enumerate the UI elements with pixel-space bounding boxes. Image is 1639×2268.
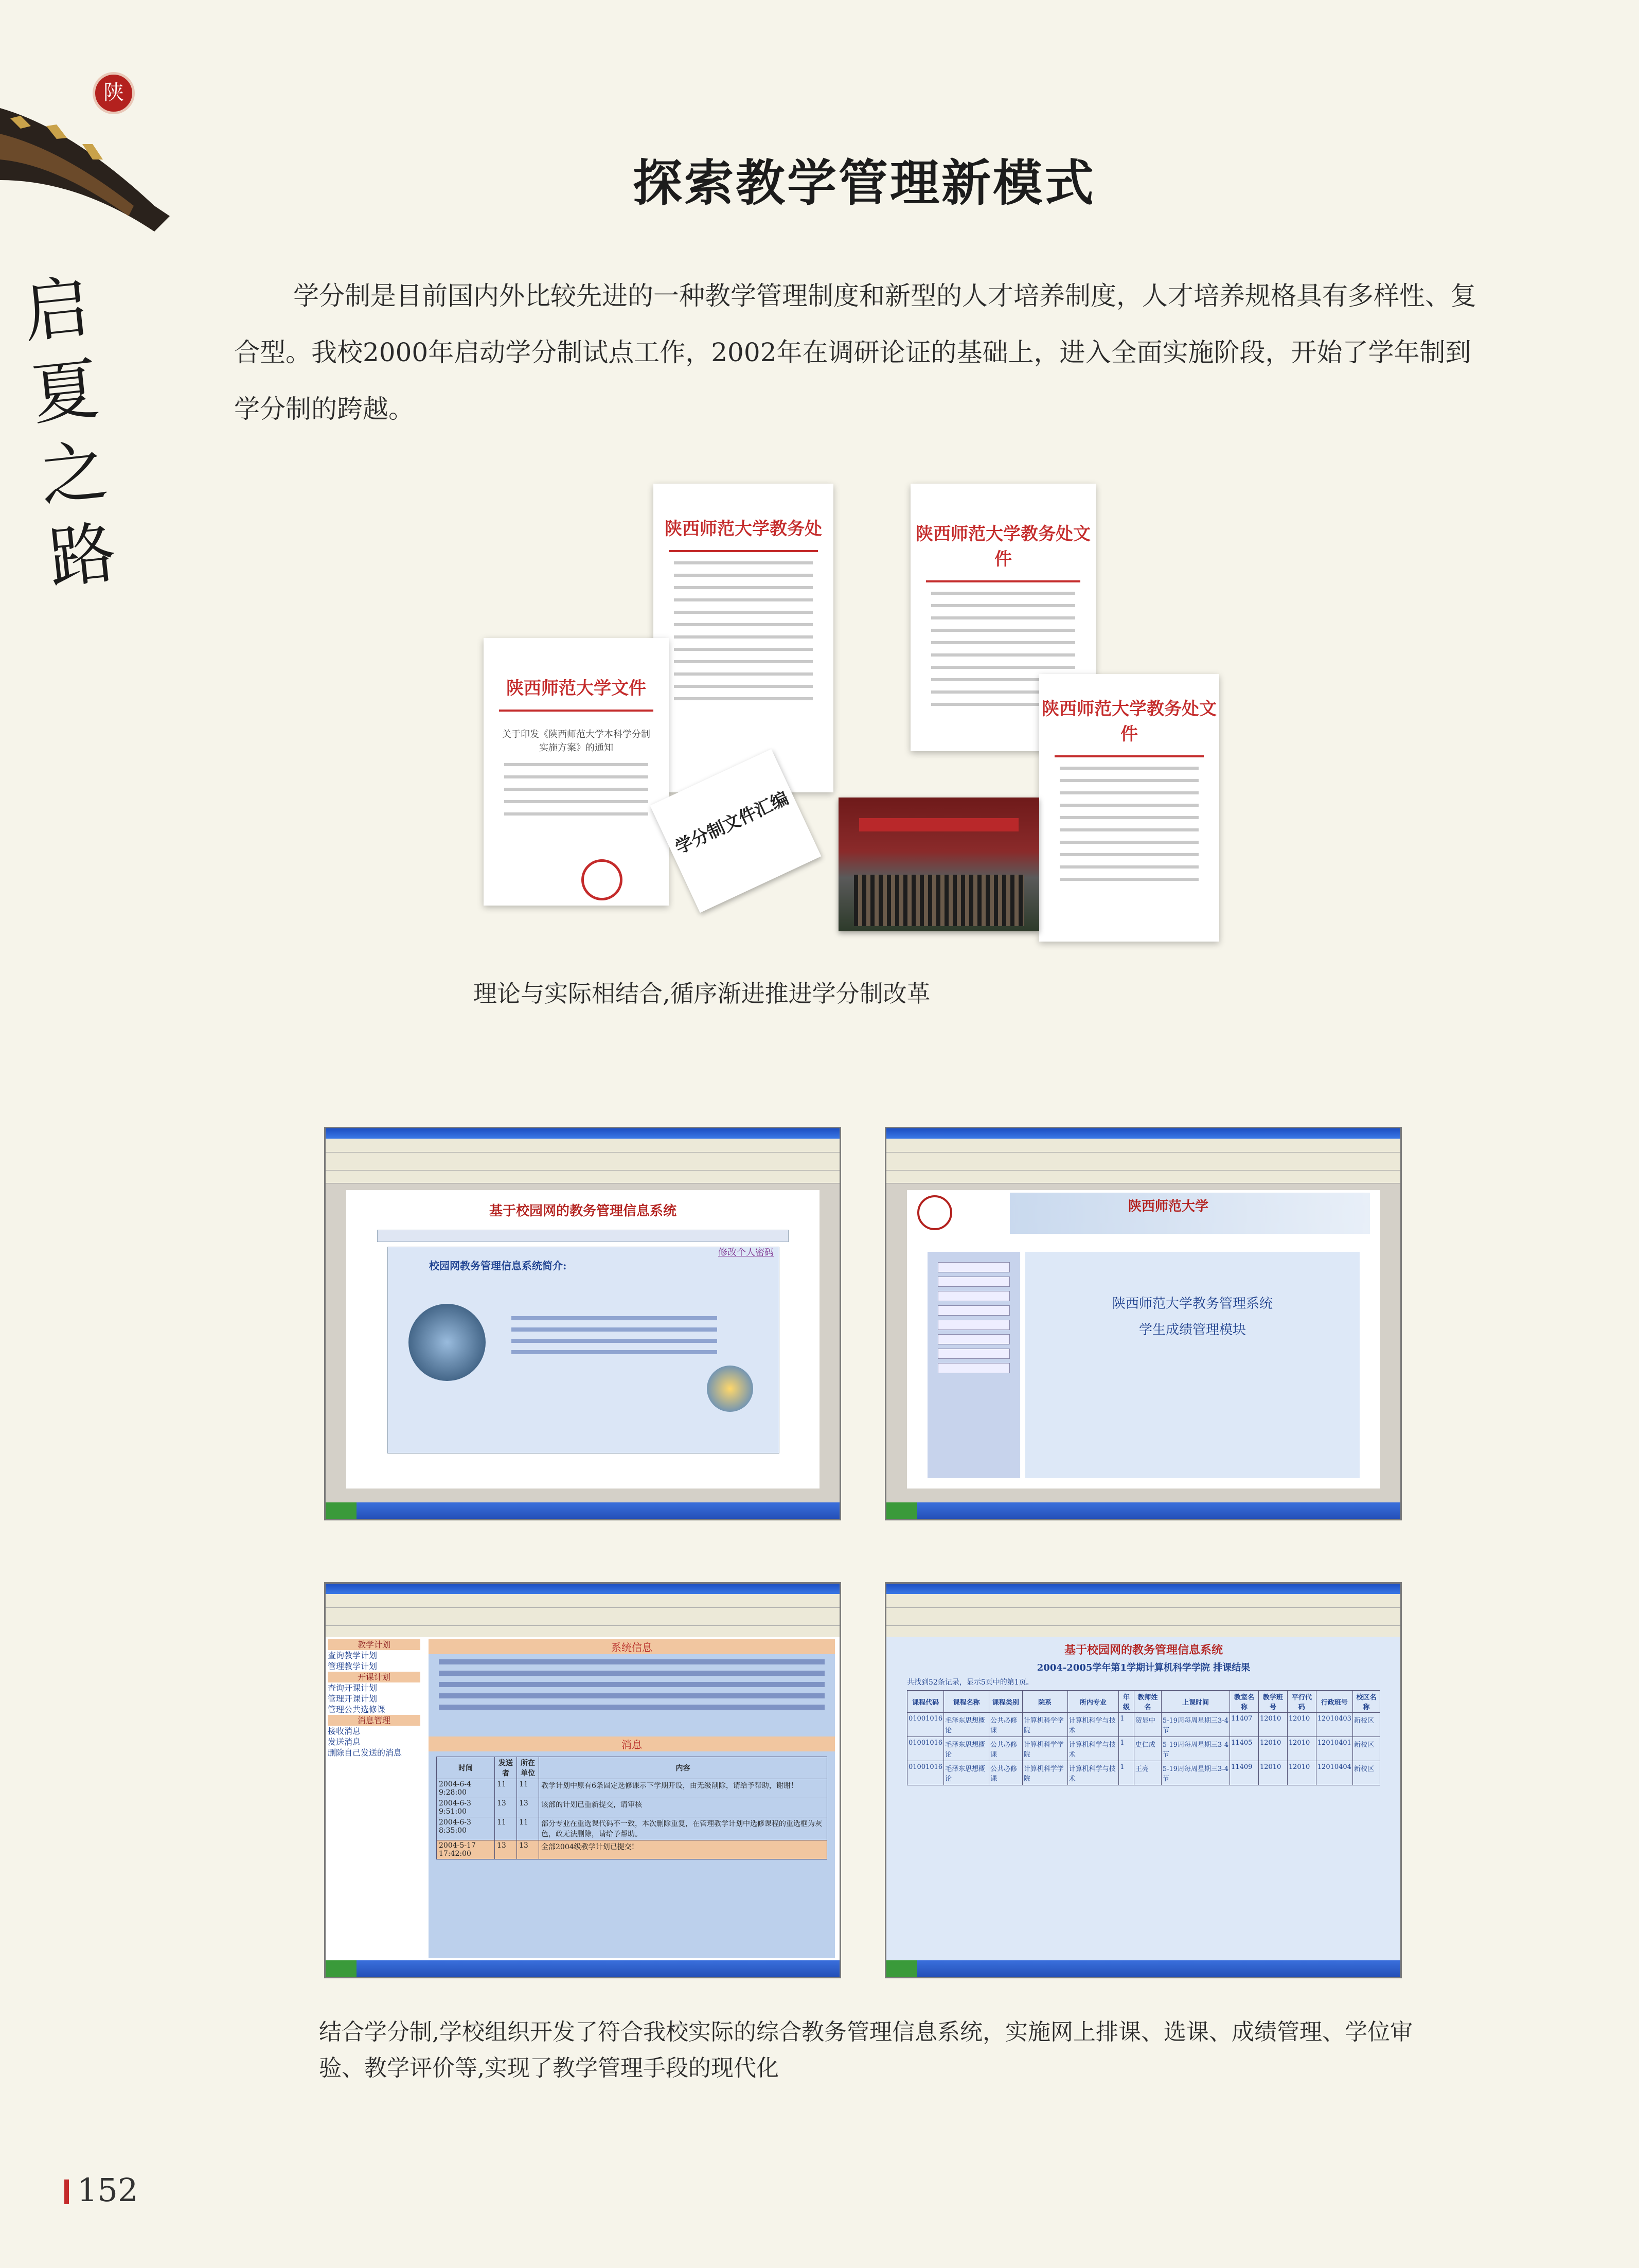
change-password-link[interactable]: 修改个人密码 bbox=[718, 1247, 774, 1258]
table-cell: 新校区 bbox=[1352, 1737, 1380, 1761]
table-header-cell: 上课时间 bbox=[1161, 1691, 1230, 1713]
sidebar-menu-item[interactable]: 查询教学计划 bbox=[328, 1651, 378, 1660]
table-cell: 12010 bbox=[1258, 1737, 1287, 1761]
page-title: 探索教学管理新模式 bbox=[633, 154, 1096, 212]
menu-bar bbox=[886, 1594, 1400, 1608]
table-cell: 史仁成 bbox=[1134, 1737, 1161, 1761]
table-cell: 贺显中 bbox=[1134, 1713, 1161, 1737]
sidebar-menu-item[interactable]: 发送消息 bbox=[328, 1737, 361, 1747]
table-row bbox=[437, 1798, 827, 1817]
table-header-cell: 平行代码 bbox=[1287, 1691, 1316, 1713]
table-cell: 11 bbox=[495, 1817, 517, 1840]
university-name: 陕西师范大学 bbox=[1128, 1199, 1209, 1214]
record-count: 共找到52条记录，显示5页中的第1页。 bbox=[907, 1678, 1034, 1687]
university-emblem-icon bbox=[917, 1195, 952, 1230]
table-cell: 01001016 bbox=[907, 1713, 944, 1737]
table-cell: 11405 bbox=[1230, 1737, 1259, 1761]
globe-logo-icon bbox=[408, 1304, 486, 1381]
document-heading: 陕西师范大学教务处文件 bbox=[916, 524, 1091, 570]
table-cell: 12010 bbox=[1258, 1761, 1287, 1785]
col-time: 时间 bbox=[437, 1757, 495, 1779]
toolbar bbox=[326, 1608, 840, 1626]
start-button[interactable] bbox=[886, 1960, 917, 1977]
table-cell: 2004-6-3 8:35:00 bbox=[437, 1817, 495, 1840]
table-cell: 13 bbox=[495, 1798, 517, 1817]
sidebar-menu-item[interactable]: 消息管理 bbox=[328, 1715, 420, 1726]
page-number: 152 bbox=[77, 2171, 138, 2209]
system-title: 基于校园网的教务管理信息系统 bbox=[489, 1203, 676, 1219]
windows-taskbar bbox=[326, 1960, 840, 1977]
red-stamp-seal bbox=[581, 859, 622, 900]
table-cell: 公共必修课 bbox=[989, 1737, 1023, 1761]
table-cell: 1 bbox=[1119, 1737, 1134, 1761]
table-cell: 2004-5-17 17:42:00 bbox=[437, 1840, 495, 1859]
table-cell: 公共必修课 bbox=[989, 1713, 1023, 1737]
address-bar bbox=[886, 1171, 1400, 1183]
table-cell: 计算机科学学院 bbox=[1022, 1761, 1067, 1785]
table-header-cell: 课程名称 bbox=[944, 1691, 989, 1713]
collage-caption: 理论与实际相结合,循序渐进推进学分制改革 bbox=[473, 980, 931, 1007]
table-cell: 该部的计划已重新提交，请审核 bbox=[539, 1798, 827, 1817]
screenshot-schedule-results bbox=[885, 1582, 1402, 1978]
menu-bar bbox=[886, 1139, 1400, 1153]
table-cell: 12010 bbox=[1287, 1761, 1316, 1785]
table-cell: 11407 bbox=[1230, 1713, 1259, 1737]
table-row bbox=[437, 1817, 827, 1840]
windows-taskbar bbox=[886, 1502, 1400, 1519]
roof-eave-illustration bbox=[0, 77, 170, 247]
document-page bbox=[653, 484, 833, 792]
table-cell: 11 bbox=[495, 1779, 517, 1798]
table-header-cell: 行政班号 bbox=[1316, 1691, 1352, 1713]
sidebar-menu-item[interactable]: 开课计划 bbox=[328, 1672, 420, 1682]
table-cell: 毛泽东思想概论 bbox=[944, 1737, 989, 1761]
sidebar-menu-item[interactable]: 接收消息 bbox=[328, 1726, 361, 1736]
table-cell: 01001016 bbox=[907, 1761, 944, 1785]
toolbar bbox=[326, 1153, 840, 1171]
start-button[interactable] bbox=[886, 1502, 917, 1519]
table-cell: 计算机科学与技术 bbox=[1067, 1761, 1119, 1785]
table-header-cell: 校区名称 bbox=[1352, 1691, 1380, 1713]
sidebar-menu-item[interactable]: 管理公共选修课 bbox=[328, 1705, 386, 1714]
table-cell: 教学计划中原有6条固定选修课示下学期开设，由无级削除，请给予帮助，谢谢！ bbox=[539, 1779, 827, 1798]
table-row bbox=[907, 1713, 1380, 1737]
table-header-cell: 所内专业 bbox=[1067, 1691, 1119, 1713]
document-heading: 陕西师范大学教务处文件 bbox=[1042, 699, 1217, 745]
table-cell: 11 bbox=[517, 1817, 539, 1840]
school-seal-logo: 陕 bbox=[93, 72, 135, 114]
col-sender: 发送者 bbox=[495, 1757, 517, 1779]
table-cell: 1 bbox=[1119, 1761, 1134, 1785]
table-cell: 12010 bbox=[1287, 1737, 1316, 1761]
document-heading: 陕西师范大学文件 bbox=[506, 678, 646, 699]
window-titlebar bbox=[326, 1584, 840, 1594]
table-cell: 2004-6-3 9:51:00 bbox=[437, 1798, 495, 1817]
table-cell: 12010403 bbox=[1316, 1713, 1352, 1737]
table-header-cell: 院系 bbox=[1022, 1691, 1067, 1713]
left-menu bbox=[928, 1252, 1020, 1478]
document-heading: 陕西师范大学教务处 bbox=[665, 519, 822, 539]
sidebar-menu-item[interactable]: 管理教学计划 bbox=[328, 1661, 378, 1671]
table-cell: 12010404 bbox=[1316, 1761, 1352, 1785]
table-cell: 部分专业在重选课代码不一致，本次删除重复，在管理教学计划中选修课程的重选框为灰色，政无法删除，请给予帮助。 bbox=[539, 1817, 827, 1840]
windows-taskbar bbox=[326, 1502, 840, 1519]
table-cell: 计算机科学学院 bbox=[1022, 1713, 1067, 1737]
screens-caption: 结合学分制,学校组织开发了符合我校实际的综合教务管理信息系统，实施网上排课、选课、成绩管理、学位审验、教学评价等,实现了教学管理手段的现代化 bbox=[319, 2019, 1413, 2081]
document-collage bbox=[478, 484, 1219, 947]
system-info-heading: 系统信息 bbox=[429, 1639, 835, 1654]
messages-table bbox=[436, 1757, 827, 1859]
screenshot-system-intro bbox=[324, 1127, 841, 1520]
sidebar-menu-item[interactable]: 管理开课计划 bbox=[328, 1694, 378, 1704]
table-cell: 2004-6-4 9:28:00 bbox=[437, 1779, 495, 1798]
sidebar-menu-item[interactable]: 查询开课计划 bbox=[328, 1683, 378, 1693]
schedule-subtitle: 2004-2005学年第1学期计算机科学学院 排课结果 bbox=[1037, 1662, 1251, 1673]
address-bar bbox=[326, 1171, 840, 1183]
table-header-cell: 课程代码 bbox=[907, 1691, 944, 1713]
table-cell: 5-19周每周星期三3-4节 bbox=[1161, 1737, 1230, 1761]
screenshot-grade-module bbox=[885, 1127, 1402, 1520]
table-cell: 毛泽东思想概论 bbox=[944, 1713, 989, 1737]
table-header-cell: 教室名称 bbox=[1230, 1691, 1259, 1713]
col-unit: 所在单位 bbox=[517, 1757, 539, 1779]
meeting-photo bbox=[839, 798, 1039, 931]
toolbar bbox=[886, 1608, 1400, 1626]
sidebar-menu-item[interactable]: 删除自己发送的消息 bbox=[328, 1748, 402, 1758]
col-content: 内容 bbox=[539, 1757, 827, 1779]
document-subtitle: 关于印发《陕西师范大学本科学分制实施方案》的通知 bbox=[502, 729, 650, 753]
window-titlebar bbox=[886, 1128, 1400, 1139]
system-title: 基于校园网的教务管理信息系统 bbox=[1064, 1643, 1223, 1657]
table-cell: 1 bbox=[1119, 1713, 1134, 1737]
table-cell: 新校区 bbox=[1352, 1761, 1380, 1785]
globe-icon bbox=[707, 1366, 753, 1412]
table-cell: 计算机科学学院 bbox=[1022, 1737, 1067, 1761]
banner bbox=[1010, 1193, 1370, 1234]
table-cell: 计算机科学与技术 bbox=[1067, 1713, 1119, 1737]
table-cell: 王亮 bbox=[1134, 1761, 1161, 1785]
table-cell: 12010 bbox=[1287, 1713, 1316, 1737]
table-cell: 13 bbox=[517, 1798, 539, 1817]
start-button[interactable] bbox=[326, 1960, 357, 1977]
start-button[interactable] bbox=[326, 1502, 357, 1519]
table-header-cell: 年级 bbox=[1119, 1691, 1134, 1713]
window-titlebar bbox=[326, 1128, 840, 1139]
table-row bbox=[907, 1761, 1380, 1785]
table-cell: 12010 bbox=[1258, 1713, 1287, 1737]
table-row bbox=[907, 1737, 1380, 1761]
module-system-name: 陕西师范大学教务管理系统 bbox=[1112, 1296, 1273, 1312]
table-cell: 计算机科学与技术 bbox=[1067, 1737, 1119, 1761]
document-page bbox=[1039, 674, 1219, 942]
document-page bbox=[484, 638, 669, 906]
windows-taskbar bbox=[886, 1960, 1400, 1977]
table-header-cell: 教师姓名 bbox=[1134, 1691, 1161, 1713]
table-cell: 01001016 bbox=[907, 1737, 944, 1761]
messages-heading: 消息 bbox=[429, 1737, 835, 1751]
table-cell: 5-19周每周星期三3-4节 bbox=[1161, 1713, 1230, 1737]
system-intro-heading: 校园网教务管理信息系统简介: bbox=[429, 1260, 567, 1272]
toolbar bbox=[886, 1153, 1400, 1171]
table-cell: 13 bbox=[517, 1840, 539, 1859]
menu-bar bbox=[326, 1594, 840, 1608]
table-cell: 公共必修课 bbox=[989, 1761, 1023, 1785]
table-cell: 新校区 bbox=[1352, 1713, 1380, 1737]
table-row bbox=[437, 1779, 827, 1798]
table-cell: 11409 bbox=[1230, 1761, 1259, 1785]
page-marker bbox=[64, 2180, 69, 2204]
table-cell: 12010401 bbox=[1316, 1737, 1352, 1761]
table-cell: 全部2004级教学计划已提交! bbox=[539, 1840, 827, 1859]
sidebar-menu bbox=[328, 1639, 420, 1758]
table-cell: 11 bbox=[517, 1779, 539, 1798]
table-header-cell: 教学班号 bbox=[1258, 1691, 1287, 1713]
module-name: 学生成绩管理模块 bbox=[1138, 1322, 1246, 1338]
sidebar-menu-item[interactable]: 教学计划 bbox=[328, 1639, 420, 1650]
menu-bar bbox=[326, 1139, 840, 1153]
screenshot-messages bbox=[324, 1582, 841, 1978]
schedule-table bbox=[907, 1690, 1380, 1785]
intro-paragraph: 学分制是目前国内外比较先进的一种教学管理制度和新型的人才培养制度，人才培养规格具有多样性、复合型。我校2000年启动学分制试点工作，2002年在调研论证的基础上，进入全面实施阶段，开始了学年制到学分制的跨越。 bbox=[234, 281, 1476, 424]
table-cell: 13 bbox=[495, 1840, 517, 1859]
table-header-cell: 课程类别 bbox=[989, 1691, 1023, 1713]
series-title-calligraphy: 启夏之路 bbox=[19, 267, 120, 598]
table-cell: 毛泽东思想概论 bbox=[944, 1761, 989, 1785]
window-titlebar bbox=[886, 1584, 1400, 1594]
table-row bbox=[437, 1840, 827, 1859]
table-cell: 5-19周每周星期三3-4节 bbox=[1161, 1761, 1230, 1785]
booklet-title: 学分制文件汇编 bbox=[672, 788, 792, 859]
